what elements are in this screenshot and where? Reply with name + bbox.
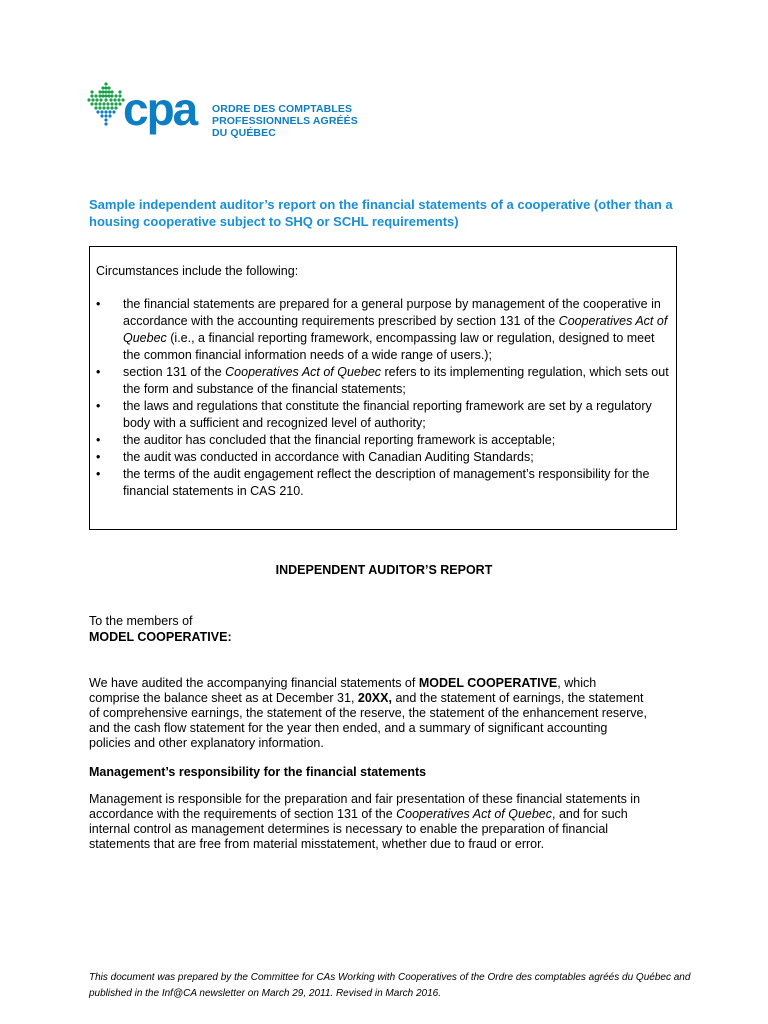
text-run: (i.e., a financial reporting framework, encompassing law or regulation, designed to meet the common financial information needs of a wide range of users.);: [123, 331, 655, 362]
logo-org-name: [212, 103, 358, 139]
circumstance-item: [96, 398, 672, 432]
circumstance-item: [96, 432, 672, 449]
management-responsibility-paragraph: [89, 792, 649, 852]
text-run: Management is responsible for the preparation and fair presentation of these financial statements in accordance with the requirements of section 131 of the: [89, 792, 641, 821]
cpa-logo: [86, 80, 356, 146]
circumstance-item: [96, 466, 672, 500]
text-run: the laws and regulations that constitute the financial reporting framework are set by a regulatory body with a sufficient and recognized level of authority;: [123, 399, 652, 430]
text-run: , and for such internal control as management determines is necessary to enable the preparation of financial statements that are free from material misstatement, whether due to fraud or error.: [89, 807, 628, 851]
maple-leaf-dots-icon: [86, 80, 126, 140]
text-run: We have audited the accompanying financial statements of: [89, 676, 419, 690]
italic-text: Cooperatives Act of Quebec: [225, 365, 382, 379]
document-title: Sample independent auditor’s report on the financial statements of a cooperative (other than a housing cooperative subject to SHQ or SCHL requirements): [89, 197, 673, 229]
audit-scope-paragraph: [89, 676, 649, 751]
management-responsibility-heading: Management’s responsibility for the financial statements: [89, 765, 427, 779]
bold-text: MODEL COOPERATIVE: [418, 676, 558, 690]
logo-org-line: ORDRE DES COMPTABLES: [212, 103, 353, 115]
logo-wordmark: cpa: [123, 83, 197, 135]
report-heading: INDEPENDENT AUDITOR’S REPORT: [275, 563, 493, 577]
text-run: the auditor has concluded that the financial reporting framework is acceptable;: [123, 433, 556, 447]
text-run: refers to its implementing regulation, which sets out the form and substance of the financial statements;: [123, 365, 669, 396]
circumstance-item: [96, 296, 672, 364]
logo-org-line: PROFESSIONNELS AGRÉÉS: [212, 115, 358, 127]
italic-text: Cooperatives Act of Quebec: [123, 314, 668, 345]
text-run: , which comprise the balance sheet as at December 31,: [89, 676, 597, 705]
text-run: the terms of the audit engagement reflect the description of management’s responsibility for the financial statements in CAS 210.: [123, 467, 650, 498]
addressee-name: MODEL COOPERATIVE:: [89, 630, 232, 644]
text-run: the audit was conducted in accordance with Canadian Auditing Standards;: [123, 450, 534, 464]
circumstance-item: [96, 364, 672, 398]
addressee-line: To the members of: [89, 614, 193, 628]
circumstance-item: [96, 449, 672, 466]
footer-note: This document was prepared by the Committee for CAs Working with Cooperatives of the Ordre des comptables agréés du Québec and published in the Inf@CA newsletter on March 29, 2011. Revised in March 2016.: [89, 972, 691, 999]
bold-text: 20XX,: [357, 691, 392, 705]
italic-text: Cooperatives Act of Quebec: [396, 807, 552, 821]
text-run: and the statement of earnings, the statement of comprehensive earnings, the statement of the reserve, the statement of the enhancement reserve, and the cash flow statement for the year then ended, and a summary of significant accounting policies and other explanatory information.: [89, 691, 647, 750]
circumstances-intro: Circumstances include the following:: [96, 264, 299, 278]
text-run: the financial statements are prepared for a general purpose by management of the cooperative in accordance with the accounting requirements prescribed by section 131 of the: [123, 297, 661, 328]
text-run: section 131 of the: [123, 365, 226, 379]
addressee: [89, 613, 232, 645]
circumstances-box: [89, 246, 677, 530]
logo-org-line: DU QUÉBEC: [212, 127, 276, 139]
circumstances-list: [96, 296, 672, 500]
